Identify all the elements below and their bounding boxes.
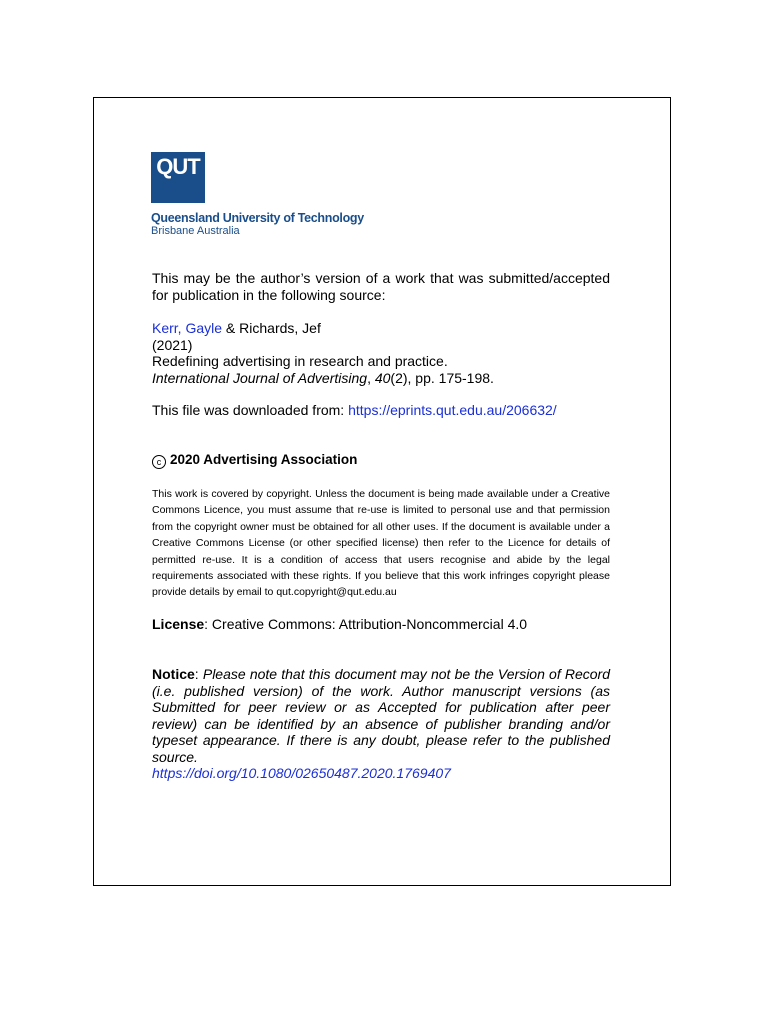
download-link[interactable]: https://eprints.qut.edu.au/206632/ (348, 402, 557, 418)
university-location: Brisbane Australia (151, 225, 240, 237)
notice-sep: : (194, 666, 203, 682)
copyright-notice: This work is covered by copyright. Unless the document is being made available under a Creative Commons Licence, you must assume that re-use is limited to personal use and that permission from the copyright owner must be obtained for all other uses. If the document is available under a Creative Commons License (or other specified license) then refer to the Licence for details of permitted re-use. It is a condition of access that users recognise and abide by the legal requirements associated with these rights. If you believe that this work infringes copyright please provide details by email to qut.copyright@qut.edu.au (152, 488, 610, 599)
authors (152, 320, 610, 337)
notice-label: Notice (152, 666, 195, 682)
logo-mark: QUT (156, 154, 200, 179)
citation-journal (152, 370, 610, 387)
copyright-heading (152, 452, 610, 469)
journal-volume: 40 (374, 369, 391, 386)
citation (152, 320, 610, 386)
intro-text: This may be the author’s version of a work that was submitted/accepted for publication in the following source: (152, 270, 610, 303)
university-name: Queensland University of Technology (151, 211, 364, 225)
download-line (152, 402, 610, 419)
doi-link[interactable]: https://doi.org/10.1080/02650487.2020.1769407 (152, 765, 451, 781)
download-label: This file was downloaded from: (152, 402, 349, 418)
notice (152, 666, 610, 765)
doi-line (152, 765, 610, 782)
copyright-text: 2020 Advertising Association (170, 452, 358, 467)
license-line (152, 616, 610, 633)
author-link[interactable]: Kerr, Gayle (152, 320, 223, 336)
author-rest: & Richards, Jef (222, 320, 321, 336)
qut-logo (151, 152, 205, 203)
notice-text: Please note that this document may not be the Version of Record (i.e. published version) of the work. Author manuscript versions (as Submitted for peer review or as Accepted for publication after peer review) can be identified by an absence of publisher branding and/or typeset appearance. If there is any doubt, please refer to the published source. (152, 666, 610, 765)
citation-title: Redefining advertising in research and practice. (152, 353, 448, 369)
license-value: : Creative Commons: Attribution-Noncommercial 4.0 (204, 616, 528, 632)
license-label: License (152, 616, 205, 632)
journal-issue-pages: (2), pp. 175-198. (390, 369, 494, 386)
journal-name: International Journal of Advertising (152, 369, 368, 386)
journal-sep: , (367, 369, 375, 386)
citation-year: (2021) (152, 336, 193, 353)
copyright-icon: c (152, 455, 166, 469)
